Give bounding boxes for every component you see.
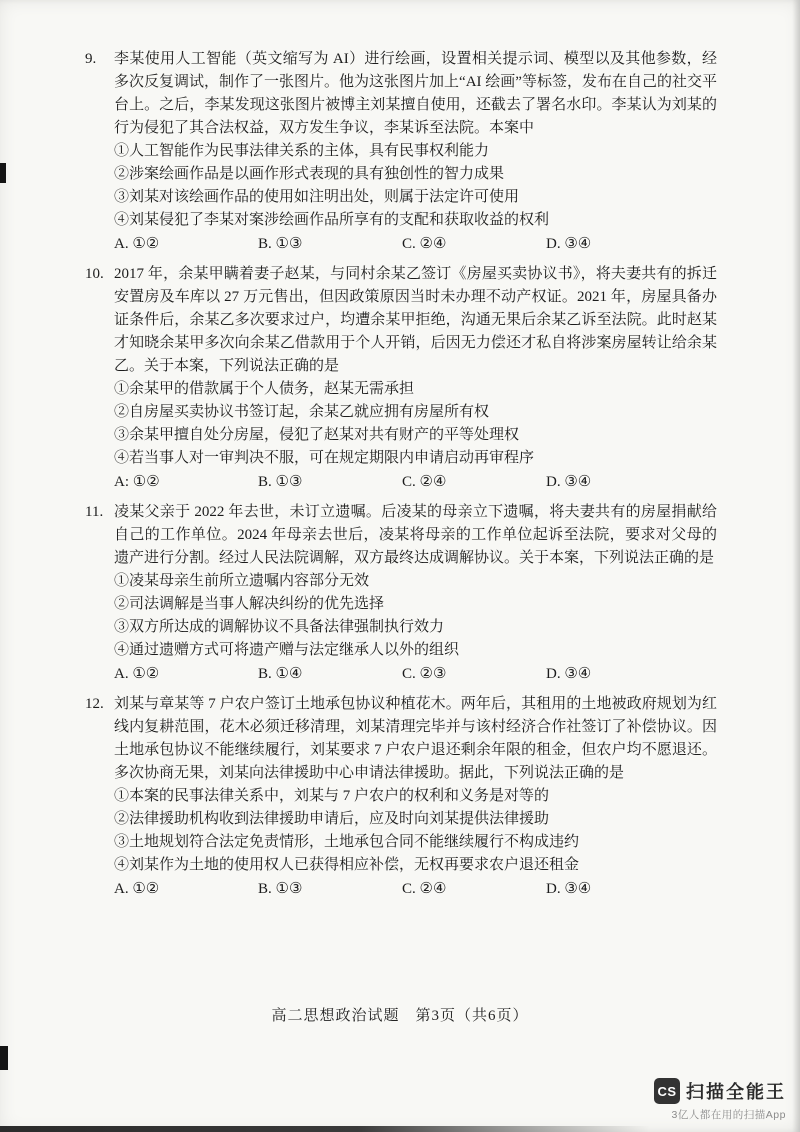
choice-b: B. ①③ [258, 881, 303, 897]
question-stem [85, 693, 717, 785]
statement-3: ③余某甲擅自处分房屋，侵犯了赵某对共有财产的平等处理权 [114, 427, 520, 443]
question-stem-text: 2017 年，余某甲瞒着妻子赵某，与同村余某乙签订《房屋买卖协议书》，将夫妻共有的拆迁安置房及车库以 27 万元售出，但因政策原因当时未办理不动产权证。2021 年，房屋具备办证条件后，余某乙多次要求过户，均遭余某甲拒绝，沟通无果后余某乙诉至法院。此时赵某才知晓余某甲多次向余某乙借款用于个人开销，后因无力偿还才私自将涉案房屋转让给余某乙。关于本案，下列说法正确的是 [114, 266, 717, 374]
choice-c: C. ②③ [402, 666, 447, 682]
scanner-watermark-subtitle: 3亿人都在用的扫描App [671, 1109, 786, 1121]
scan-edge-mark [0, 163, 6, 183]
question-9 [85, 48, 717, 256]
choice-d: D. ③④ [546, 474, 592, 490]
camscanner-logo-icon: CS [654, 1078, 680, 1104]
statement-2: ②司法调解是当事人解决纠纷的优先选择 [114, 596, 385, 612]
question-statements [85, 140, 717, 232]
choice-a: A. ①② [114, 666, 160, 682]
question-stem-text: 刘某与章某等 7 户农户签订土地承包协议种植花木。两年后，其租用的土地被政府规划为红线内复耕范围，花木必须迁移清理，刘某清理完毕并与该村经济合作社签订了补偿协议。因土地承包协议不能继续履行，刘某要求 7 户农户退还剩余年限的租金，但农户均不愿退还。多次协商无果，刘某向法律援助中心申请法律援助。据此，下列说法正确的是 [114, 696, 717, 781]
answer-choices [85, 878, 717, 901]
scan-bottom-smudge [0, 1126, 650, 1132]
question-stem [85, 48, 717, 140]
choice-a: A: ①② [114, 474, 160, 490]
question-11 [85, 501, 717, 686]
question-statements [85, 785, 717, 877]
choice-c: C. ②④ [402, 236, 447, 252]
choice-d: D. ③④ [546, 881, 592, 897]
question-number: 10. [85, 266, 104, 282]
question-statements [85, 378, 717, 470]
statement-1: ①余某甲的借款属于个人债务，赵某无需承担 [114, 381, 415, 397]
statement-4: ④通过遗赠方式可将遗产赠与法定继承人以外的组织 [114, 642, 460, 658]
question-10 [85, 263, 717, 494]
answer-choices [85, 663, 717, 686]
question-stem-text: 凌某父亲于 2022 年去世，未订立遗嘱。后凌某的母亲立下遗嘱，将夫妻共有的房屋捐献给自己的工作单位。2024 年母亲去世后，凌某将母亲的工作单位起诉至法院，要求对父母的遗产进行分割。经过人民法院调解，双方最终达成调解协议。关于本案，下列说法正确的是 [114, 504, 717, 566]
answer-choices [85, 471, 717, 494]
statement-3: ③双方所达成的调解协议不具备法律强制执行效力 [114, 619, 445, 635]
page-footer: 高二思想政治试题 第3页（共6页） [271, 1008, 529, 1024]
choice-d: D. ③④ [546, 236, 592, 252]
statement-3: ③土地规划符合法定免责情形，土地承包合同不能继续履行不构成违约 [114, 834, 580, 850]
question-statements [85, 570, 717, 662]
question-stem [85, 501, 717, 570]
question-stem-text: 李某使用人工智能（英文缩写为 AI）进行绘画，设置相关提示词、模型以及其他参数，经多次反复调试，制作了一张图片。他为这张图片加上“AI 绘画”等标签，发布在自己的社交平台上。之后，李某发现这张图片被博主刘某擅自使用，还截去了署名水印。李某认为刘某的行为侵犯了其合法权益，双方发生争议，李某诉至法院。本案中 [114, 51, 717, 136]
choice-c: C. ②④ [402, 474, 447, 490]
scanner-watermark [654, 1078, 786, 1122]
statement-1: ①凌某母亲生前所立遗嘱内容部分无效 [114, 573, 370, 589]
statement-4: ④若当事人对一审判决不服，可在规定期限内申请启动再审程序 [114, 450, 535, 466]
choice-a: A. ①② [114, 236, 160, 252]
choice-b: B. ①④ [258, 666, 303, 682]
choice-c: C. ②④ [402, 881, 447, 897]
scanner-watermark-row [654, 1078, 786, 1104]
statement-2: ②自房屋买卖协议书签订起，余某乙就应拥有房屋所有权 [114, 404, 490, 420]
choice-d: D. ③④ [546, 666, 592, 682]
statement-4: ④刘某侵犯了李某对案涉绘画作品所享有的支配和获取收益的权利 [114, 212, 550, 228]
statement-4: ④刘某作为土地的使用权人已获得相应补偿，无权再要求农户退还租金 [114, 857, 580, 873]
choice-b: B. ①③ [258, 236, 303, 252]
statement-2: ②法律援助机构收到法律援助申请后，应及时向刘某提供法律援助 [114, 811, 550, 827]
answer-choices [85, 233, 717, 256]
choice-a: A. ①② [114, 881, 160, 897]
statement-3: ③刘某对该绘画作品的使用如注明出处，则属于法定许可使用 [114, 189, 520, 205]
statement-1: ①本案的民事法律关系中，刘某与 7 户农户的权利和义务是对等的 [114, 788, 550, 804]
question-number: 12. [85, 696, 104, 712]
scanner-watermark-title: 扫描全能王 [686, 1082, 786, 1102]
question-stem [85, 263, 717, 378]
statement-2: ②涉案绘画作品是以画作形式表现的具有独创性的智力成果 [114, 166, 505, 182]
statement-1: ①人工智能作为民事法律关系的主体，具有民事权利能力 [114, 143, 490, 159]
question-number: 11. [85, 504, 104, 520]
choice-b: B. ①③ [258, 474, 303, 490]
scan-edge-mark [0, 1046, 8, 1070]
question-12 [85, 693, 717, 901]
exam-content [85, 48, 717, 908]
scan-edge-shade [792, 0, 800, 1132]
question-number: 9. [85, 51, 97, 67]
